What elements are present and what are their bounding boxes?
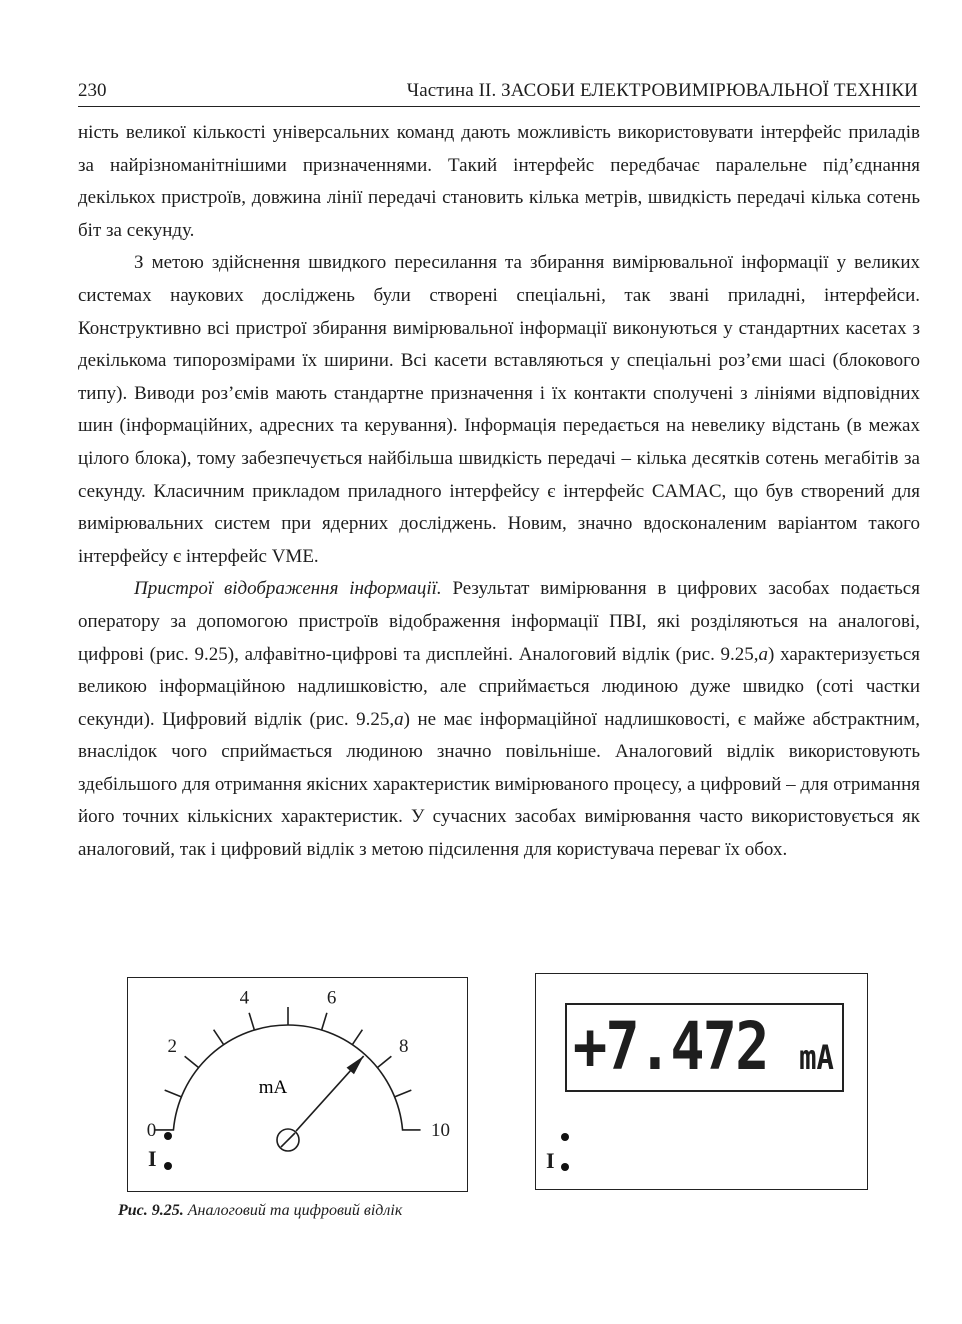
dial-scale-label: 6 (326, 987, 337, 1009)
running-title: Частина II. ЗАСОБИ ЕЛЕКТРОВИМІРЮВАЛЬНОЇ ТЕХНІКИ (406, 80, 918, 101)
paragraph-3-part-a: Результат вимірювання в цифрових засобах подається оператору за допомогою пристроїв відображення інформації ПВІ, які розділяються на аналогові, цифрові (рис. 9.25), алфавітно-цифрові та дисплейні. Аналоговий відлік (рис. 9.25, (78, 578, 920, 665)
figure-ref-a-1: а (758, 643, 769, 665)
dial-tick-mark (214, 1030, 224, 1045)
dial-unit-label: mA (258, 1077, 288, 1098)
input-terminal-dot (561, 1133, 569, 1141)
input-terminal-dot (164, 1162, 172, 1170)
input-terminal-label: I (148, 1146, 157, 1171)
dial-tick-mark (165, 1090, 182, 1097)
dial-tick-mark (322, 1013, 327, 1030)
display-unit: mA (799, 1038, 834, 1078)
input-terminal-label: I (546, 1148, 555, 1173)
page-number: 230 (78, 80, 107, 101)
caption-number: Рис. 9.25. (118, 1202, 184, 1219)
paragraph-3-part-c: ) не має інформаційної надлишковості, є майже абстрактним, внаслідок чого сприймається людиною значно повільніше. Аналоговий відлік використовують здебільшого для отримання якісних характеристик вимірюваного процесу, а цифровий – для отримання його точних кількісних характеристик. У сучасних засобах вимірювання часто використовується як аналоговий, так і цифровий відлік з метою підсилення для користувача переваг їх обох. (78, 708, 921, 861)
dial-scale-label: 2 (167, 1036, 177, 1058)
header-rule (78, 106, 920, 107)
analog-meter (127, 977, 468, 1192)
dial-scale-label: 4 (239, 987, 250, 1009)
caption-text: Аналоговий та цифровий відлік (183, 1202, 403, 1219)
figure-ref-a-2: а (394, 708, 404, 730)
dial-scale-label: 0 (146, 1119, 157, 1141)
figure-caption (118, 1202, 402, 1220)
analog-meter-dial (128, 978, 467, 1191)
dial-tick-mark (185, 1056, 199, 1067)
digital-meter (535, 973, 868, 1190)
input-terminal-dot (561, 1163, 569, 1171)
dial-tick-mark (352, 1030, 362, 1045)
digital-display (565, 1003, 844, 1092)
paragraph-3-lead: Пристрої відображення інформації. (134, 578, 442, 600)
dial-tick-mark (249, 1013, 254, 1030)
paragraph-3-part-b: ) характеризується великою інформаційною надлишковістю, але сприймається людиною дуже швидко (соті частки секунди). Цифровий відлік (рис. 9.25, (78, 643, 920, 730)
paragraph-2: З метою здійснення швидкого пересилання та збирання вимірювальної інформації у великих системах наукових досліджень були створені спеціальні, так звані приладні, інтерфейси. Конструктивно всі пристрої збирання вимірювальної інформації виконуються у стандартних касетах з декількома типорозмірами їх ширини. Всі касети вставляються у спеціальні роз’єми шасі (блокового типу). Виводи роз’ємів мають стандартне призначення і їх контакти сполучені з лініями відповідних шин (інформаційних, адресних та керування). Інформація передається на невелику відстань (в межах цілого блока), тому забезпечується найбільша швидкість передачі – кілька десятків сотень мегабітів за секунду. Класичним прикладом приладного інтерфейсу є інтерфейс CAMAC, що був створений для вимірювальних систем при ядерних досліджень. Новим, значно вдосконаленим варіантом такого інтерфейсу є інтерфейс VME. (78, 252, 920, 567)
paragraph-1: ність великої кількості універсальних команд дають можливість використовувати інтерфейс приладів за найрізноманітнішими призначеннями. Такий інтерфейс передбачає паралельне під’єднання декількох пристроїв, довжина лінії передачі становить кілька метрів, швидкість передачі кілька сотень біт за секунду. (78, 122, 920, 241)
display-value: +7.472 (573, 1008, 768, 1085)
dial-tick-mark (395, 1090, 412, 1097)
dial-scale-label: 10 (431, 1119, 451, 1141)
paragraph-3 (78, 573, 920, 866)
body-text (78, 117, 920, 867)
dial-scale-label: 8 (399, 1036, 409, 1058)
input-terminal-dot (164, 1132, 172, 1140)
dial-tick-mark (377, 1056, 391, 1067)
dial-scale-arc (155, 1025, 420, 1130)
